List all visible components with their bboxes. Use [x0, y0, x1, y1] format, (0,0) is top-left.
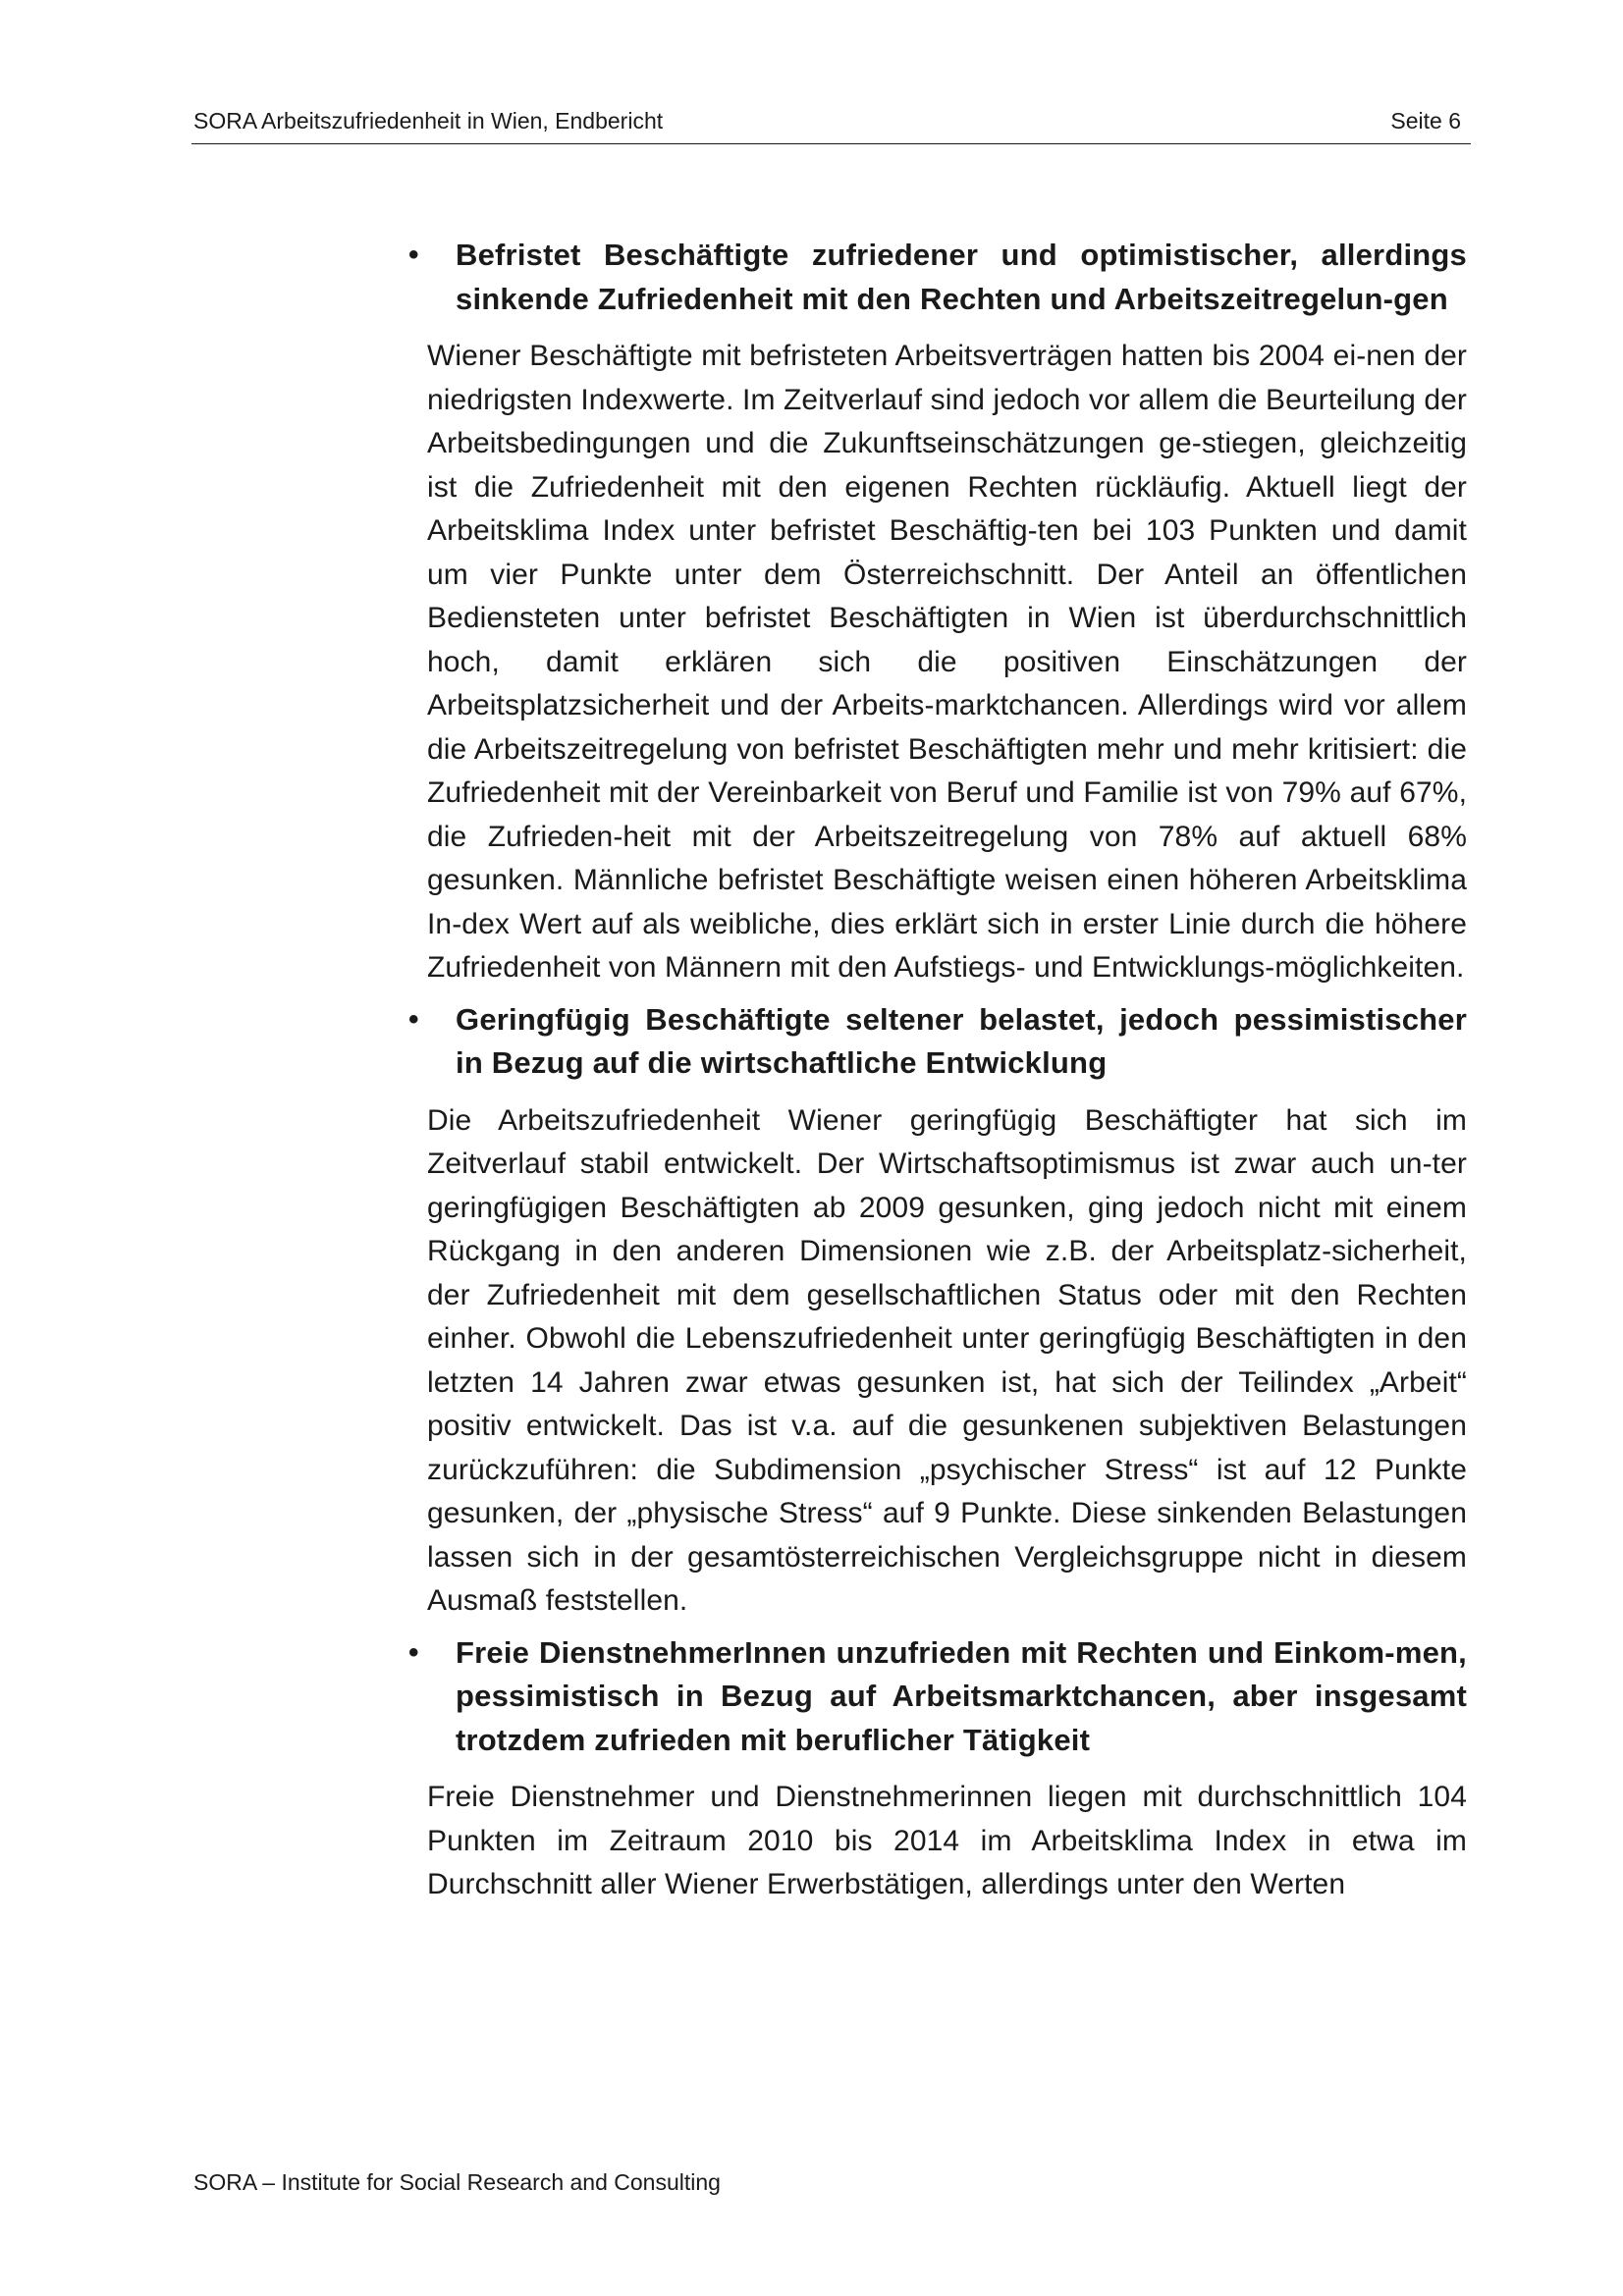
section-paragraph: Freie Dienstnehmer und Dienstnehmerinnen liegen mit durchschnittlich 104 Punkten im Zeitraum 2010 bis 2014 im Arbeitsklima Index in etwa im Durchschnitt aller Wiener Erwerbstätigen, allerdings unter den Werten [427, 1781, 1467, 1900]
bullet-icon: • [408, 239, 419, 271]
bullet-icon: • [408, 1635, 419, 1669]
page-number: Seite 6 [1390, 108, 1461, 133]
page-header [191, 104, 1471, 144]
bullet-icon: • [408, 1002, 419, 1036]
report-title: SORA Arbeitszufriedenheit in Wien, Endbericht [193, 108, 664, 133]
heading-text: Freie DienstnehmerInnen unzufrieden mit Rechten und Einkom-men, pessimistisch in Bezug auf Arbeitsmarktchancen, aber insgesamt trotzdem zufrieden mit beruflicher Tätigkeit [456, 1634, 1467, 1757]
section-freelancers [405, 1631, 1467, 1907]
main-content [405, 234, 1467, 1907]
heading-text: Geringfügig Beschäftigte seltener belastet, jedoch pessimistischer in Bezug auf die wirtschaftliche Entwicklung [456, 1001, 1467, 1080]
section-heading [405, 1631, 1467, 1763]
heading-text: Befristet Beschäftigte zufriedener und optimistischer, allerdings sinkende Zufriedenheit mit den Rechten und Arbeitszeitregelun-gen [456, 238, 1467, 316]
section-marginal-employees [405, 998, 1467, 1624]
page-footer: SORA – Institute for Social Research and Consulting [193, 2169, 721, 2195]
section-paragraph: Wiener Beschäftigte mit befristeten Arbeitsverträgen hatten bis 2004 ei-nen der niedrigsten Indexwerte. Im Zeitverlauf sind jedoch vor allem die Beurteilung der Arbeitsbedingungen und die Zukunftseinschätzungen ge-stiegen, gleichzeitig ist die Zufriedenheit mit den eigenen Rechten rückläufig. Aktuell liegt der Arbeitsklima Index unter befristet Beschäftig-ten bei 103 Punkten und damit um vier Punkte unter dem Österreichschnitt. Der Anteil an öffentlichen Bediensteten unter befristet Beschäftigten in Wien ist überdurchschnittlich hoch, damit erklären sich die positiven Einschätzungen der Arbeitsplatzsicherheit und der Arbeits-marktchancen. Allerdings wird vor allem die Arbeitszeitregelung von befristet Beschäftigten mehr und mehr kritisiert: die Zufriedenheit mit der Vereinbarkeit von Beruf und Familie ist von 79% auf 67%, die Zufrieden-heit mit der Arbeitszeitregelung von 78% auf aktuell 68% gesunken. Männliche befristet Beschäftigte weisen einen höheren Arbeitsklima In-dex Wert auf als weibliche, dies erklärt sich in erster Linie durch die höhere Zufriedenheit von Männern mit den Aufstiegs- und Entwicklungs-möglichkeiten. [427, 340, 1467, 984]
section-heading [405, 234, 1467, 321]
section-paragraph: Die Arbeitszufriedenheit Wiener geringfügig Beschäftigter hat sich im Zeitverlauf stabil entwickelt. Der Wirtschaftsoptimismus ist zwar auch un-ter geringfügigen Beschäftigten ab 2009 gesunken, ging jedoch nicht mit einem Rückgang in den anderen Dimensionen wie z.B. der Arbeitsplatz-sicherheit, der Zufriedenheit mit dem gesellschaftlichen Status oder mit den Rechten einher. Obwohl die Lebenszufriedenheit unter geringfügig Beschäftigten in den letzten 14 Jahren zwar etwas gesunken ist, hat sich der Teilindex „Arbeit“ positiv entwickelt. Das ist v.a. auf die gesunkenen subjektiven Belastungen zurückzuführen: die Subdimension „psychischer Stress“ ist auf 12 Punkte gesunken, der „physische Stress“ auf 9 Punkte. Diese sinkenden Belastungen lassen sich in der gesamtösterreichischen Vergleichsgruppe nicht in diesem Ausmaß feststellen. [427, 1103, 1467, 1617]
section-heading [405, 998, 1467, 1086]
section-temporary-employees [405, 234, 1467, 990]
